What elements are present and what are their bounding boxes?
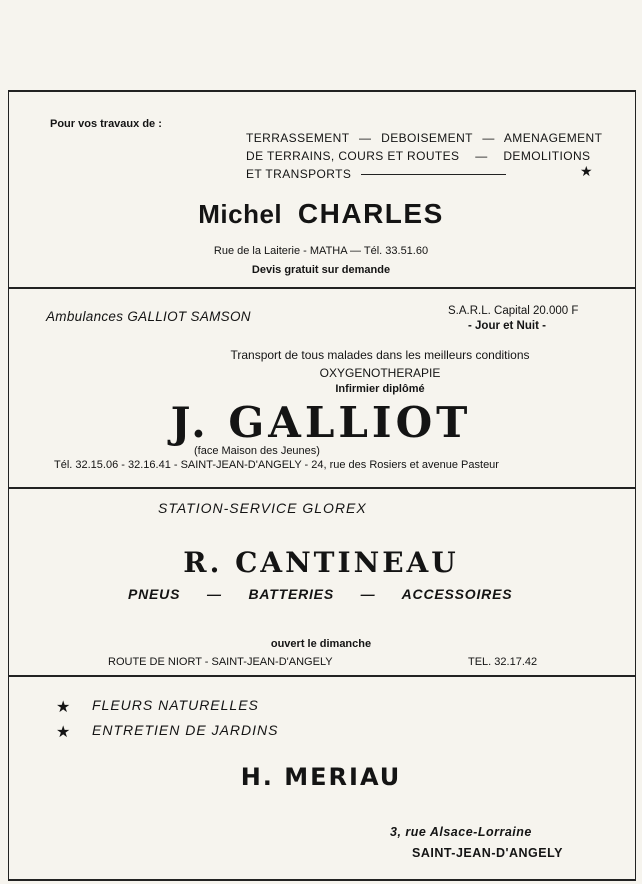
cantineau-tel: TEL. 32.17.42 (468, 656, 538, 668)
charles-services-line1: TERRASSEMENT — DEBOISEMENT — AMENAGEMENT (246, 131, 603, 145)
charles-devis: Devis gratuit sur demande (251, 264, 391, 276)
galliot-sarl: S.A.R.L. Capital 20.000 F (448, 305, 579, 317)
cantineau-ouvert: ouvert le dimanche (270, 638, 372, 650)
galliot-ambulances: Ambulances GALLIOT SAMSON (46, 309, 251, 324)
charles-name: Michel CHARLES (198, 198, 444, 229)
cantineau-name: R. CANTINEAU (183, 546, 459, 579)
meriau-line1: FLEURS NATURELLES (92, 697, 259, 713)
divider (8, 487, 636, 489)
galliot-transport: Transport de tous malades dans les meilleurs conditions (230, 348, 530, 362)
galliot-jour-nuit: - Jour et Nuit - (468, 320, 546, 332)
star-icon: ★ (580, 163, 593, 179)
charles-services-line2: DE TERRAINS, COURS ET ROUTES — DEMOLITIONS (246, 149, 591, 163)
meriau-line2: ENTRETIEN DE JARDINS (92, 722, 279, 738)
galliot-tel: Tél. 32.15.06 - 32.16.41 - SAINT-JEAN-D'ANGELY - 24, rue des Rosiers et avenue Pasteur (54, 459, 499, 471)
divider (8, 675, 636, 677)
galliot-oxygen: OXYGENOTHERAPIE (319, 366, 441, 380)
charles-intro: Pour vos travaux de : (50, 118, 162, 130)
divider (8, 879, 636, 881)
star-icon: ★ (56, 724, 71, 741)
cantineau-products: PNEUS — BATTERIES — ACCESSOIRES (128, 586, 513, 602)
galliot-infirmier: Infirmier diplômé (335, 383, 425, 395)
cantineau-station: STATION-SERVICE GLOREX (158, 500, 367, 516)
meriau-name: H. MERIAU (240, 763, 402, 791)
charles-address: Rue de la Laiterie - MATHA — Tél. 33.51.60 (213, 245, 429, 257)
divider (8, 287, 636, 289)
star-icon: ★ (56, 699, 71, 716)
divider (8, 90, 636, 92)
galliot-face: (face Maison des Jeunes) (194, 445, 320, 457)
meriau-city: SAINT-JEAN-D'ANGELY (412, 846, 563, 860)
galliot-name: J. GALLIOT (170, 398, 472, 447)
meriau-address: 3, rue Alsace-Lorraine (390, 825, 532, 839)
cantineau-route: ROUTE DE NIORT - SAINT-JEAN-D'ANGELY (108, 656, 333, 668)
charles-services-line3: ET TRANSPORTS (246, 167, 591, 181)
